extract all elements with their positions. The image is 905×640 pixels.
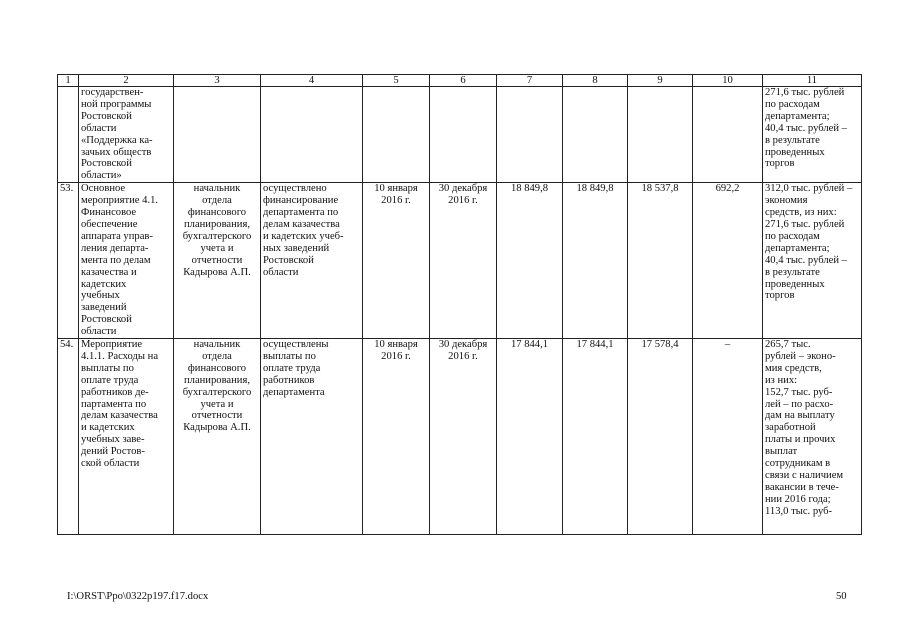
- cell-text-line: начальник: [193, 183, 241, 195]
- cell-text-line: по расходам: [765, 230, 820, 242]
- page-number: 50: [836, 591, 847, 602]
- cell-text-line: Ростовской: [263, 254, 314, 266]
- cell-text-line: проведенных: [765, 278, 825, 290]
- cell-text-line: 113,0 тыс. руб-: [765, 505, 833, 517]
- document-file-path: I:\ORST\Ppo\0322p197.f17.docx: [67, 591, 209, 602]
- cell-text-line: 4.1.1. Расходы на: [81, 350, 159, 362]
- cell-text-line: связи с наличием: [765, 470, 844, 481]
- cell-planned-amount: [497, 87, 563, 183]
- cell-text-line: области»: [81, 170, 122, 182]
- cell-note: [763, 339, 862, 535]
- cell-text-line: ной программы: [81, 98, 152, 110]
- cell-text-line: нии 2016 года;: [765, 493, 831, 505]
- cell-text-line: учебных заве-: [81, 434, 145, 446]
- cell-text-line: дений Ростов-: [81, 446, 145, 458]
- cell-text-line: в результате: [765, 266, 820, 278]
- cell-text-line: в результате: [765, 134, 820, 146]
- cell-text-line: торгов: [765, 158, 795, 170]
- cell-text-line: Кадырова А.П.: [183, 266, 251, 278]
- cell-text-line: ской области: [81, 458, 140, 470]
- cell-actual-amount: [628, 87, 693, 183]
- cell-text-line: департамента по: [263, 207, 339, 219]
- cell-planned-amount: 17 844,1: [497, 339, 563, 535]
- cell-text-line: 40,4 тыс. рублей –: [765, 122, 847, 134]
- cell-text-line: зачьих обществ: [81, 146, 152, 158]
- cell-text-line: оплате труда: [81, 374, 139, 386]
- cell-text-line: Ростовской: [81, 110, 132, 122]
- cell-text-line: мероприятие 4.1.: [81, 195, 159, 207]
- cell-allocated-amount: 17 844,1: [563, 339, 628, 535]
- cell-text-line: финансирование: [263, 195, 339, 207]
- report-table: [57, 74, 862, 535]
- column-number: 6: [430, 75, 497, 87]
- cell-allocated-amount: [563, 87, 628, 183]
- cell-text-line: экономия: [765, 195, 808, 207]
- cell-item-number: 54.: [58, 339, 79, 535]
- table-row: [58, 339, 862, 535]
- cell-text-line: 2016 г.: [448, 195, 478, 207]
- cell-text-line: учебных: [81, 290, 120, 302]
- table-row: [58, 183, 862, 339]
- cell-text-line: вакансии в тече-: [765, 481, 839, 493]
- cell-text-line: департамента;: [765, 110, 830, 122]
- cell-end-date: [430, 339, 497, 535]
- cell-start-date: [363, 87, 430, 183]
- cell-text-line: Финансовое: [81, 207, 137, 219]
- cell-text-line: платы и прочих: [765, 434, 836, 446]
- cell-text-line: 271,6 тыс. рублей: [765, 87, 845, 98]
- cell-result: [261, 339, 363, 535]
- cell-activity-name: [79, 87, 174, 183]
- cell-text-line: начальник: [193, 339, 241, 351]
- cell-text-line: проведенных: [765, 146, 825, 158]
- cell-text-line: мия средств,: [765, 362, 822, 374]
- cell-end-date: [430, 87, 497, 183]
- cell-text-line: заработной: [765, 422, 816, 434]
- cell-item-number: [58, 87, 79, 183]
- cell-start-date: [363, 183, 430, 339]
- cell-text-line: выплаты по: [81, 362, 134, 374]
- column-number: 7: [497, 75, 563, 87]
- cell-text-line: выплаты по: [263, 350, 316, 362]
- cell-text-line: учета и: [200, 242, 234, 254]
- cell-text-line: сотрудникам в: [765, 458, 831, 470]
- cell-text-line: финансового: [187, 207, 247, 219]
- cell-contracted-amount: –: [693, 339, 763, 535]
- cell-text-line: из них:: [765, 374, 798, 386]
- cell-text-line: бухгалтерского: [182, 230, 252, 242]
- cell-text-line: государствен-: [81, 87, 144, 98]
- column-number: 10: [693, 75, 763, 87]
- column-number: 5: [363, 75, 430, 87]
- cell-text-line: лей – по расхо-: [765, 398, 834, 410]
- cell-text-line: мента по делам: [81, 254, 151, 266]
- cell-text-line: 265,7 тыс.: [765, 339, 811, 351]
- cell-text-line: заведений: [81, 302, 127, 314]
- cell-text-line: планирования,: [183, 218, 250, 230]
- cell-responsible: [174, 339, 261, 535]
- cell-text-line: оплате труда: [263, 362, 321, 374]
- cell-text-line: ных заведений: [263, 242, 330, 254]
- column-number: 1: [58, 75, 79, 87]
- cell-contracted-amount: 692,2: [693, 183, 763, 339]
- cell-text-line: работников: [263, 374, 315, 386]
- cell-text-line: отчетности: [191, 410, 243, 422]
- cell-text-line: 271,6 тыс. рублей: [765, 218, 845, 230]
- cell-text-line: осуществлено: [263, 183, 327, 195]
- cell-text-line: обеспечение: [81, 218, 138, 230]
- cell-item-number: 53.: [58, 183, 79, 339]
- cell-allocated-amount: 18 849,8: [563, 183, 628, 339]
- cell-text-line: рублей – эконо-: [765, 350, 836, 362]
- table-row: [58, 87, 862, 183]
- cell-text-line: Ростовской: [81, 158, 132, 170]
- column-number: 4: [261, 75, 363, 87]
- cell-start-date: [363, 339, 430, 535]
- cell-responsible: [174, 87, 261, 183]
- cell-text-line: делам казачества: [263, 218, 340, 230]
- cell-text-line: делам казачества: [81, 410, 158, 422]
- cell-text-line: средств, из них:: [765, 207, 837, 219]
- cell-text-line: по расходам: [765, 98, 820, 110]
- cell-text-line: области: [81, 122, 117, 134]
- cell-text-line: казачества и: [81, 266, 137, 278]
- cell-contracted-amount: [693, 87, 763, 183]
- cell-planned-amount: 18 849,8: [497, 183, 563, 339]
- cell-responsible: [174, 183, 261, 339]
- cell-result: [261, 87, 363, 183]
- cell-text-line: отдела: [202, 195, 232, 207]
- cell-text-line: 10 января: [374, 339, 418, 351]
- cell-text-line: и кадетских учеб-: [263, 230, 344, 242]
- cell-text-line: 10 января: [374, 183, 418, 195]
- cell-result: [261, 183, 363, 339]
- cell-text-line: дам на выплату: [765, 410, 835, 422]
- cell-note: [763, 87, 862, 183]
- cell-activity-name: [79, 183, 174, 339]
- cell-text-line: учета и: [200, 398, 234, 410]
- cell-text-line: бухгалтерского: [182, 386, 252, 398]
- cell-text-line: отдела: [202, 350, 232, 362]
- cell-note: [763, 183, 862, 339]
- cell-text-line: Основное: [81, 183, 126, 195]
- column-number: 9: [628, 75, 693, 87]
- cell-text-line: осуществлены: [263, 339, 329, 351]
- table-body: [58, 87, 862, 535]
- cell-text-line: 312,0 тыс. рублей –: [765, 183, 853, 195]
- cell-text-line: партамента по: [81, 398, 147, 410]
- column-number: 11: [763, 75, 862, 87]
- cell-end-date: [430, 183, 497, 339]
- cell-text-line: Ростовской: [81, 314, 132, 326]
- cell-actual-amount: 17 578,4: [628, 339, 693, 535]
- cell-text-line: «Поддержка ка-: [81, 134, 153, 146]
- cell-text-line: и кадетских: [81, 422, 135, 434]
- cell-text-line: 2016 г.: [448, 350, 478, 362]
- cell-text-line: 40,4 тыс. рублей –: [765, 254, 847, 266]
- cell-text-line: департамента;: [765, 242, 830, 254]
- cell-text-line: отчетности: [191, 254, 243, 266]
- cell-text-line: 152,7 тыс. руб-: [765, 386, 833, 398]
- cell-actual-amount: 18 537,8: [628, 183, 693, 339]
- cell-text-line: области: [81, 326, 117, 338]
- cell-text-line: департамента: [263, 386, 325, 398]
- cell-text-line: области: [263, 266, 299, 278]
- cell-text-line: торгов: [765, 290, 795, 302]
- cell-text-line: работников де-: [81, 386, 149, 398]
- cell-text-line: кадетских: [81, 278, 127, 290]
- cell-text-line: ления департа-: [81, 242, 149, 254]
- cell-text-line: 30 декабря: [438, 339, 488, 351]
- cell-text-line: 30 декабря: [438, 183, 488, 195]
- cell-text-line: 2016 г.: [381, 350, 411, 362]
- column-number: 2: [79, 75, 174, 87]
- cell-text-line: финансового: [187, 362, 247, 374]
- cell-activity-name: [79, 339, 174, 535]
- cell-text-line: выплат: [765, 446, 798, 458]
- cell-text-line: аппарата управ-: [81, 230, 153, 242]
- column-number: 3: [174, 75, 261, 87]
- column-number: 8: [563, 75, 628, 87]
- cell-text-line: Мероприятие: [81, 339, 143, 351]
- column-number-row: [58, 75, 862, 87]
- cell-text-line: планирования,: [183, 374, 250, 386]
- cell-text-line: Кадырова А.П.: [183, 422, 251, 434]
- cell-text-line: 2016 г.: [381, 195, 411, 207]
